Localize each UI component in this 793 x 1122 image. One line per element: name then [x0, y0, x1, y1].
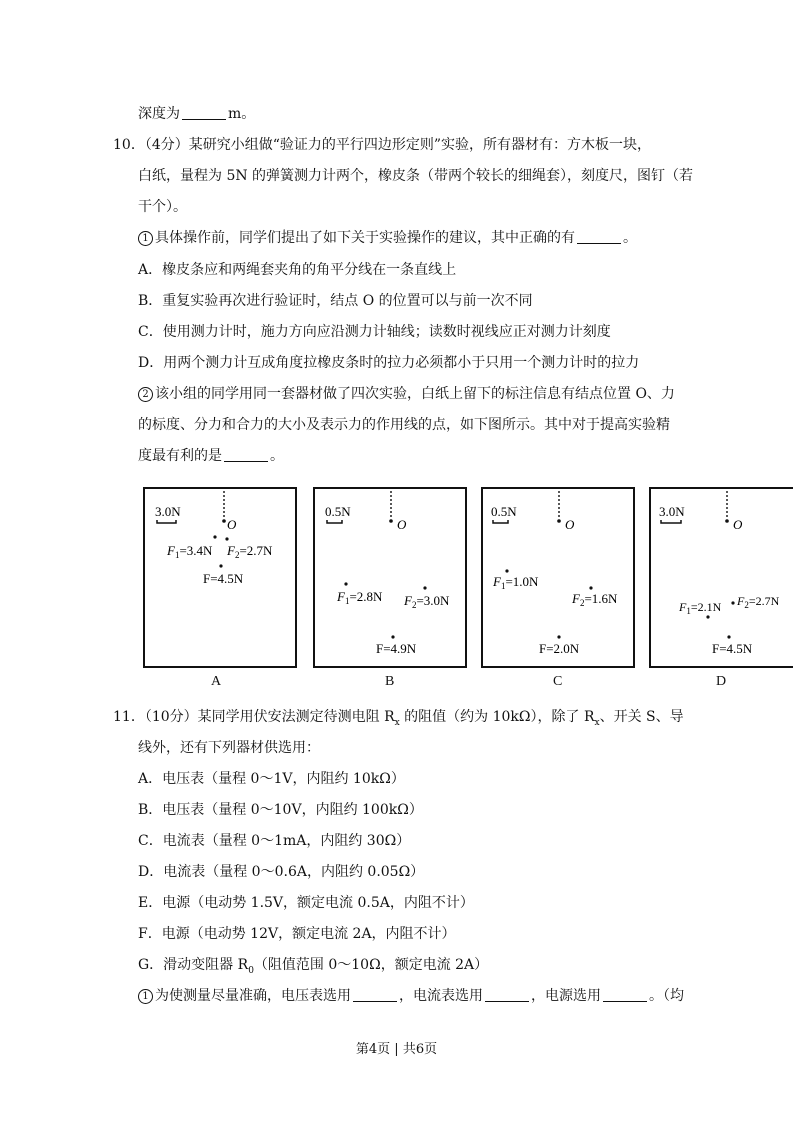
subscript: x [394, 717, 400, 728]
question-10-part2 [138, 384, 675, 404]
f2-label: $F_2=3.0N$ [404, 593, 450, 610]
figure-d [649, 487, 793, 668]
page-footer: 第4页 | 共6页 [355, 1042, 438, 1057]
f2-point [225, 537, 228, 540]
text-span: （阻值范围 0～10Ω，额定电流 2A） [253, 957, 489, 973]
text-span: 该小组的同学用同一套器材做了四次实验，白纸上留下的标注信息有结点位置 O、力 [155, 386, 675, 402]
f1-point [505, 569, 508, 572]
f1-label: $F_1=2.8N$ [337, 589, 383, 606]
text-span: 。 [270, 448, 284, 464]
figure-label-a: A [211, 674, 222, 689]
option-c: C．使用测力计时，施力方向应沿测力计轴线；读数时视线应正对测力计刻度 [138, 324, 611, 340]
f1-point [344, 582, 347, 585]
text-line [138, 104, 255, 124]
figure-b-drawing [315, 489, 469, 670]
f-point [557, 635, 560, 638]
option-g [138, 955, 488, 981]
text-span: ，电源选用 [531, 988, 601, 1004]
option-a: A．橡皮条应和两绳套夹角的角平分线在一条直线上 [138, 262, 457, 278]
figure-label-c: C [553, 674, 563, 689]
f1-label: $F_1=2.1N$ [679, 600, 722, 616]
f-label: F=4.5N [712, 641, 753, 656]
f-label: F=2.0N [539, 641, 580, 656]
option-c: C．电流表（量程 0～1mA，内阻约 30Ω） [138, 833, 411, 849]
question-10-stem: 干个）。 [138, 199, 187, 215]
f-label: F=4.9N [376, 641, 417, 656]
f1-label: $F_1=3.4N$ [167, 543, 213, 560]
figure-c-drawing [483, 489, 637, 670]
scale-label: 3.0N [659, 504, 685, 519]
answer-blank[interactable] [224, 447, 268, 462]
f2-value: =3.0N [416, 593, 450, 608]
f1-value: =2.1N [690, 600, 722, 614]
circled-number: 1 [138, 989, 153, 1004]
option-e: E．电源（电动势 1.5V，额定电流 0.5A，内阻不计） [138, 895, 474, 911]
f-point [391, 635, 394, 638]
circled-number: 2 [138, 387, 153, 402]
circled-number: 1 [138, 231, 153, 246]
option-f: F．电源（电动势 12V，额定电流 2A，内阻不计） [138, 926, 456, 942]
scale-label: 3.0N [155, 504, 181, 519]
f2-label: $F_2=2.7N$ [227, 543, 273, 560]
subscript: 0 [248, 965, 254, 976]
point-o-label: O [565, 517, 575, 532]
question-10-stem: 10．（4分）某研究小组做“验证力的平行四边形定则”实验，所有器材有：方木板一块， [113, 137, 652, 153]
answer-blank[interactable] [182, 105, 226, 120]
f1-value: =3.4N [179, 543, 213, 558]
answer-blank[interactable] [353, 987, 397, 1002]
text-span: 的阻值（约为 10kΩ），除了 R [399, 709, 595, 725]
option-d: D．用两个测力计互成角度拉橡皮条时的拉力必须都小于只用一个测力计时的拉力 [138, 355, 640, 371]
text-span: 11．（10分）某同学用伏安法测定待测电阻 R [113, 709, 395, 725]
question-10-part2 [138, 446, 284, 466]
scale-label: 0.5N [491, 504, 517, 519]
question-11-part1 [138, 986, 684, 1006]
text-span: ，电流表选用 [399, 988, 483, 1004]
f2-value: =2.7N [239, 543, 273, 558]
figure-c [481, 487, 635, 668]
option-a: A．电压表（量程 0～1V，内阻约 10kΩ） [138, 771, 405, 787]
knot-point [557, 519, 561, 523]
question-10-stem: 白纸，量程为 5N 的弹簧测力计两个，橡皮条（带两个较长的细绳套），刻度尺，图钉（若 [138, 168, 694, 184]
text-span: 具体操作前，同学们提出了如下关于实验操作的建议，其中正确的有 [155, 230, 575, 246]
point-o-label: O [397, 517, 407, 532]
point-o-label: O [227, 517, 237, 532]
knot-point [389, 519, 393, 523]
scale-label: 0.5N [325, 504, 351, 519]
f2-point [589, 586, 592, 589]
scale-bar [493, 520, 508, 523]
answer-blank[interactable] [603, 987, 647, 1002]
f2-point [731, 601, 734, 604]
text-span: 度最有利的是 [138, 448, 222, 464]
answer-blank[interactable] [485, 987, 529, 1002]
text-span: m。 [228, 106, 256, 122]
text-span: 。（均 [649, 988, 684, 1004]
scale-bar [327, 520, 342, 523]
f2-point [423, 586, 426, 589]
figure-a-drawing [145, 489, 299, 670]
figure-label-b: B [385, 674, 395, 689]
f1-value: =2.8N [349, 589, 383, 604]
f1-value: =1.0N [505, 574, 539, 589]
text-span: 深度为 [138, 106, 180, 122]
option-d: D．电流表（量程 0～0.6A，内阻约 0.05Ω） [138, 864, 425, 880]
knot-point [725, 519, 729, 523]
answer-blank[interactable] [577, 229, 621, 244]
figure-label-d: D [716, 674, 727, 689]
question-11-stem [113, 707, 684, 733]
f-label: F=4.5N [203, 571, 244, 586]
text-span: 、开关 S、导 [599, 709, 684, 725]
f1-label: $F_1=1.0N$ [493, 574, 539, 591]
f2-value: =1.6N [584, 591, 618, 606]
figure-a [143, 487, 297, 668]
question-10-part2: 的标度、分力和合力的大小及表示力的作用线的点，如下图所示。其中对于提高实验精 [138, 417, 670, 433]
option-b: B．电压表（量程 0～10V，内阻约 100kΩ） [138, 802, 423, 818]
f2-label: $F_2=2.7N$ [737, 594, 780, 610]
figure-b [313, 487, 467, 668]
f-point [727, 635, 730, 638]
text-span: G．滑动变阻器 R [138, 957, 249, 973]
scale-bar [661, 520, 681, 523]
question-11-stem: 线外，还有下列器材供选用： [138, 740, 320, 756]
option-b: B．重复实验再次进行验证时，结点 O 的位置可以与前一次不同 [138, 293, 533, 309]
f1-point [213, 535, 216, 538]
f2-label: $F_2=1.6N$ [572, 591, 618, 608]
text-span: 。 [623, 230, 637, 246]
figure-d-drawing [651, 489, 793, 670]
question-10-part1 [138, 228, 637, 248]
f2-value: =2.7N [748, 594, 780, 608]
knot-point [222, 519, 226, 523]
subscript: x [594, 717, 600, 728]
f-point [219, 564, 222, 567]
point-o-label: O [733, 517, 743, 532]
text-span: 为使测量尽量准确，电压表选用 [155, 988, 351, 1004]
f1-point [706, 615, 709, 618]
scale-bar [157, 520, 176, 523]
